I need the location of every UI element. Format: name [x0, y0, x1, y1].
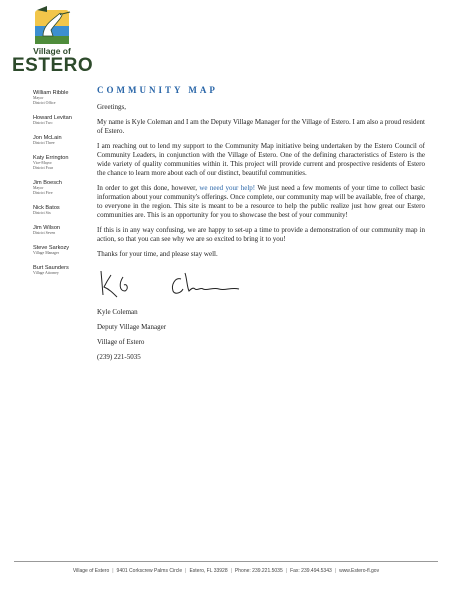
member-name: Howard Levitan: [33, 115, 72, 121]
member-name: Jim Wilson: [33, 225, 61, 231]
footer-website-link[interactable]: www.Estero-fl.gov: [339, 568, 380, 574]
member-district: District Seven: [33, 231, 56, 235]
council-member: [33, 180, 95, 196]
council-member: [33, 265, 95, 276]
signer-phone: (239) 221-5035: [97, 353, 141, 361]
member-name: Jim Boesch: [33, 180, 62, 186]
member-name: Steve Sarkozy: [33, 245, 70, 251]
council-member: [33, 155, 95, 171]
member-role: Vice-Mayor: [33, 161, 52, 165]
paragraph-request: [97, 184, 425, 220]
logo-village-of: Village of: [33, 46, 71, 56]
request-text-after: We just need a few moments of your time to collect basic information about your community's offerings. Once complete, our community map will be available, free of charge, to everyone in the region. This site is meant to be a resource to help the public realize just how great our Estero communities are. This is an opportunity for you to showcase the best of your community!: [97, 184, 425, 219]
footer-fax: Fax: 239.494.5343: [290, 568, 332, 574]
member-role: Mayor: [33, 186, 44, 190]
footer-divider: [14, 561, 438, 562]
member-name: Jon McLain: [33, 135, 62, 141]
council-member: [33, 115, 95, 126]
signer-organization: Village of Estero: [97, 338, 145, 346]
logo-estero-wordmark: ESTERO: [12, 55, 94, 76]
footer-city: Estero, FL 33928: [189, 568, 228, 574]
council-member: [33, 225, 95, 236]
member-role: Mayor: [33, 96, 44, 100]
village-logo: [12, 4, 92, 90]
paragraph-support: I am reaching out to lend my support to the Community Map initiative being undertaken by the Estero Council of Community Leaders, in conjunction with the Village of Estero. One of the defining characteristics of Estero is the wide variety of quality communities within it. This project will provide current and prospective residents of Estero the chance to learn more about each of our distinct, beautiful communities.: [97, 142, 425, 177]
footer-org: Village of Estero: [72, 568, 110, 574]
member-name: William Ribble: [33, 90, 69, 96]
member-name: Katy Errington: [33, 155, 69, 161]
member-name: Burt Saunders: [33, 265, 69, 271]
signer-title: Deputy Village Manager: [97, 323, 167, 331]
member-district: District Six: [33, 211, 51, 215]
greeting: Greetings,: [97, 103, 126, 111]
footer-address: 9401 Corkscrew Palms Circle: [116, 568, 183, 574]
council-member: [33, 205, 95, 216]
request-text-before: In order to get this done, however,: [97, 184, 200, 192]
member-district: District Two: [33, 121, 53, 125]
member-name: Nick Batos: [33, 205, 60, 211]
council-member: [33, 245, 95, 256]
council-member: [33, 90, 95, 106]
heron-emblem-icon: [29, 4, 75, 46]
paragraph-intro: My name is Kyle Coleman and I am the Deputy Village Manager for the Village of Estero. I am also a proud resident of Estero.: [97, 118, 426, 135]
member-district: District Four: [33, 166, 53, 170]
member-district: Village Manager: [33, 251, 60, 255]
footer-phone: Phone: 239.221.5035: [234, 568, 283, 574]
handwritten-signature: [97, 265, 425, 303]
letter-body: [97, 86, 425, 368]
paragraph-demo: If this is in any way confusing, we are happy to set-up a time to provide a demonstration of our community map in action, so that you can see why we are so excited to bring it to you!: [97, 226, 425, 243]
council-member: [33, 135, 95, 146]
closing: Thanks for your time, and please stay well.: [97, 250, 218, 258]
member-district: District Five: [33, 191, 53, 195]
signer-name: Kyle Coleman: [97, 308, 138, 316]
member-district: Village Attorney: [33, 271, 59, 275]
letter-footer: Village of Estero | 9401 Corkscrew Palms Circle | Estero, FL 33928 | Phone: 239.221.5035 | Fax: 239.494.5343 | www.Estero-fl.gov: [72, 568, 380, 574]
council-sidebar: [33, 90, 95, 285]
member-district: District Office: [33, 101, 56, 105]
need-help-link[interactable]: we need your help!: [199, 184, 256, 192]
letter-title: COMMUNITY MAP: [97, 85, 218, 95]
member-district: District Three: [33, 141, 55, 145]
